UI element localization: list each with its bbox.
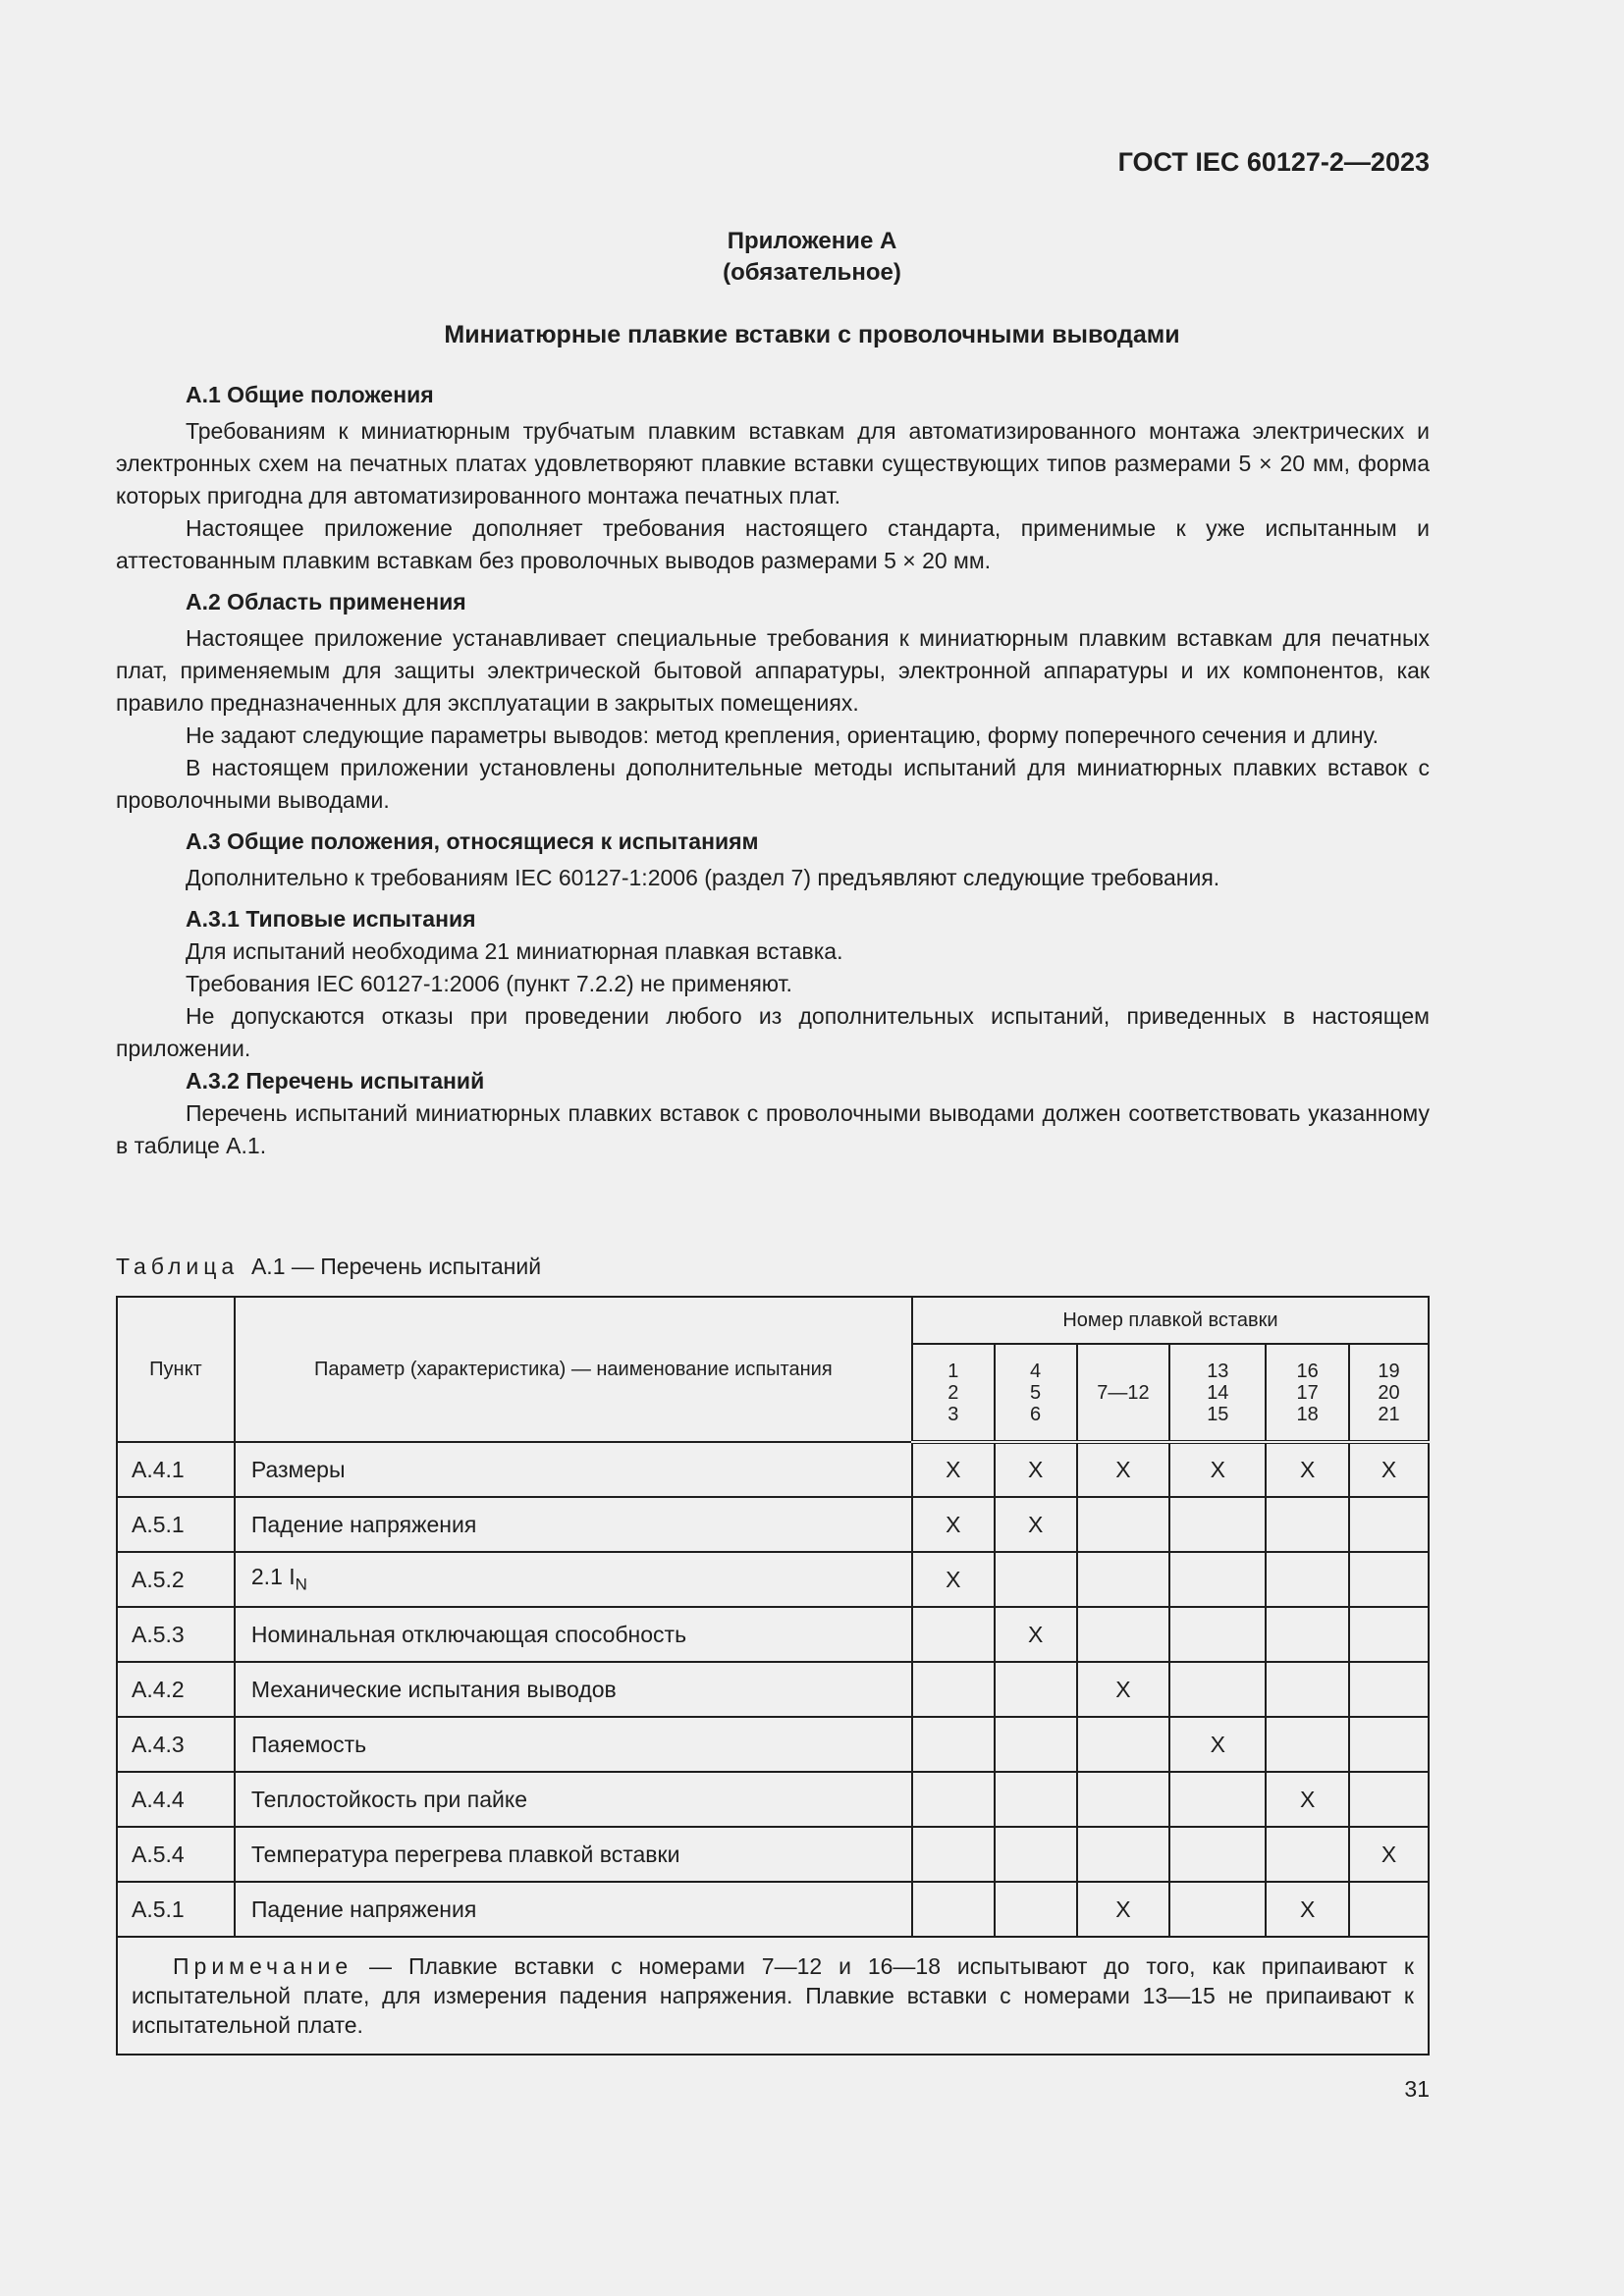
header-fuse-col bbox=[1077, 1344, 1170, 1442]
test-mark-cell bbox=[912, 1607, 995, 1662]
test-mark-cell: X bbox=[912, 1552, 995, 1607]
test-mark-cell bbox=[995, 1827, 1077, 1882]
test-mark-cell bbox=[1349, 1772, 1429, 1827]
table-row bbox=[117, 1827, 1429, 1882]
test-mark-cell: X bbox=[1266, 1772, 1349, 1827]
header-fuse-num: 17 bbox=[1296, 1381, 1319, 1404]
test-mark-cell: X bbox=[1077, 1442, 1170, 1497]
row-item: А.4.4 bbox=[117, 1772, 235, 1827]
test-mark-cell bbox=[1349, 1552, 1429, 1607]
table-row bbox=[117, 1662, 1429, 1717]
table-note bbox=[117, 1937, 1429, 2055]
header-fuse-num: 14 bbox=[1207, 1381, 1229, 1404]
table-row bbox=[117, 1442, 1429, 1497]
row-test-name-text: Падение напряжения bbox=[250, 1511, 477, 1537]
test-mark-cell bbox=[1349, 1882, 1429, 1937]
row-test-name-text: Номинальная отключающая способность bbox=[250, 1621, 687, 1647]
header-fuse-num: 4 bbox=[1030, 1360, 1042, 1382]
tests-table bbox=[116, 1296, 1430, 2056]
row-item: А.5.2 bbox=[117, 1552, 235, 1607]
row-test-name-text: Теплостойкость при пайке bbox=[250, 1786, 527, 1812]
table-caption bbox=[116, 1254, 541, 1280]
document-body bbox=[116, 379, 1430, 1162]
test-mark-cell bbox=[912, 1717, 995, 1772]
row-item: А.5.1 bbox=[117, 1882, 235, 1937]
header-fuse-num: 13 bbox=[1207, 1360, 1229, 1382]
paragraph: Дополнительно к требованиям IEC 60127-1:2006 (раздел 7) предъявляют следующие требования. bbox=[186, 865, 1220, 890]
test-mark-cell bbox=[912, 1772, 995, 1827]
test-mark-cell: X bbox=[995, 1442, 1077, 1497]
row-test-name-subscript: N bbox=[295, 1575, 307, 1594]
test-mark-cell bbox=[1077, 1772, 1170, 1827]
test-mark-cell: X bbox=[1349, 1442, 1429, 1497]
row-test-name bbox=[235, 1552, 912, 1607]
test-mark-cell bbox=[995, 1552, 1077, 1607]
test-mark-cell bbox=[912, 1662, 995, 1717]
table-row bbox=[117, 1717, 1429, 1772]
row-item: А.4.2 bbox=[117, 1662, 235, 1717]
note-label: Примечание bbox=[173, 1953, 353, 1979]
section-heading-a2: А.2 Область применения bbox=[186, 589, 466, 614]
row-test-name bbox=[235, 1497, 912, 1552]
test-mark-cell: X bbox=[1266, 1442, 1349, 1497]
paragraph: Настоящее приложение дополняет требования настоящего стандарта, применимые к уже испытанным и аттестованным плавким вставкам без проволочных выводов размерами 5 × 20 мм. bbox=[116, 515, 1430, 573]
row-test-name-text: Размеры bbox=[250, 1456, 346, 1482]
test-mark-cell bbox=[1266, 1497, 1349, 1552]
paragraph: Требования IEC 60127-1:2006 (пункт 7.2.2) не применяют. bbox=[186, 971, 792, 996]
note-text: — Плавкие вставки с номерами 7—12 и 16—18 испытывают до того, как припаивают к испытательной плате, для измерения падения напряжения. Плавкие вставки с номерами 13—15 не припаивают к испытательной плате. bbox=[132, 1953, 1414, 2038]
test-mark-cell bbox=[1349, 1662, 1429, 1717]
page-number: 31 bbox=[1404, 2076, 1430, 2102]
header-fuse-col bbox=[912, 1344, 995, 1442]
test-mark-cell bbox=[1266, 1607, 1349, 1662]
row-test-name bbox=[235, 1827, 912, 1882]
test-mark-cell bbox=[1077, 1552, 1170, 1607]
test-mark-cell bbox=[1266, 1827, 1349, 1882]
row-test-name-text: 2.1 I bbox=[250, 1564, 296, 1590]
test-mark-cell bbox=[1349, 1717, 1429, 1772]
annex-title-block bbox=[0, 226, 1624, 289]
table-caption-label: Таблица bbox=[116, 1254, 240, 1279]
row-test-name bbox=[235, 1662, 912, 1717]
test-mark-cell bbox=[1266, 1662, 1349, 1717]
section-heading-a31: А.3.1 Типовые испытания bbox=[186, 906, 476, 932]
header-fuse-num: 6 bbox=[1030, 1403, 1042, 1425]
test-mark-cell bbox=[1266, 1552, 1349, 1607]
test-mark-cell bbox=[1077, 1497, 1170, 1552]
header-fuse-num: 18 bbox=[1296, 1403, 1319, 1425]
header-fuse-num: 7—12 bbox=[1097, 1381, 1150, 1404]
paragraph: Не допускаются отказы при проведении любого из дополнительных испытаний, приведенных в настоящем приложении. bbox=[116, 1003, 1430, 1061]
header-fuse-num: 5 bbox=[1030, 1381, 1042, 1404]
tests-table-body bbox=[117, 1442, 1429, 1937]
header-fuse-number: Номер плавкой вставки bbox=[912, 1297, 1429, 1344]
header-param: Параметр (характеристика) — наименование испытания bbox=[235, 1297, 912, 1442]
table-row bbox=[117, 1607, 1429, 1662]
header-fuse-num: 1 bbox=[947, 1360, 959, 1382]
header-fuse-num: 21 bbox=[1378, 1403, 1400, 1425]
row-test-name bbox=[235, 1772, 912, 1827]
row-test-name bbox=[235, 1442, 912, 1497]
header-fuse-num: 15 bbox=[1207, 1403, 1229, 1425]
test-mark-cell: X bbox=[995, 1497, 1077, 1552]
paragraph: Настоящее приложение устанавливает специальные требования к миниатюрным плавким вставкам для печатных плат, применяемым для защиты электрической бытовой аппаратуры, электронной аппаратуры и их компонентов, как правило предназначенных для эксплуатации в закрытых помещениях. bbox=[116, 625, 1430, 716]
section-heading-a32: А.3.2 Перечень испытаний bbox=[186, 1068, 485, 1094]
header-fuse-num: 20 bbox=[1378, 1381, 1400, 1404]
paragraph: Требованиям к миниатюрным трубчатым плавким вставкам для автоматизированного монтажа электрических и электронных схем на печатных платах удовлетворяют плавкие вставки существующих типов размерами 5 × 20 мм, форма которых пригодна для автоматизированного монтажа печатных плат. bbox=[116, 418, 1430, 508]
row-test-name-text: Механические испытания выводов bbox=[250, 1676, 617, 1702]
header-fuse-col bbox=[1266, 1344, 1349, 1442]
test-mark-cell: X bbox=[1169, 1442, 1266, 1497]
section-heading-a3: А.3 Общие положения, относящиеся к испытаниям bbox=[186, 828, 759, 854]
header-fuse-num: 16 bbox=[1296, 1360, 1319, 1382]
row-item: А.4.3 bbox=[117, 1717, 235, 1772]
test-mark-cell bbox=[1077, 1607, 1170, 1662]
paragraph: Для испытаний необходима 21 миниатюрная плавкая вставка. bbox=[186, 938, 843, 964]
test-mark-cell bbox=[1349, 1607, 1429, 1662]
paragraph: В настоящем приложении установлены дополнительные методы испытаний для миниатюрных плавких вставок с проволочными выводами. bbox=[116, 755, 1430, 813]
header-fuse-col bbox=[1349, 1344, 1429, 1442]
test-mark-cell: X bbox=[1349, 1827, 1429, 1882]
row-test-name bbox=[235, 1717, 912, 1772]
header-item: Пункт bbox=[117, 1297, 235, 1442]
annex-title: Приложение А bbox=[727, 228, 897, 254]
row-test-name bbox=[235, 1882, 912, 1937]
header-fuse-col bbox=[1169, 1344, 1266, 1442]
test-mark-cell: X bbox=[912, 1442, 995, 1497]
row-item: А.5.3 bbox=[117, 1607, 235, 1662]
table-row bbox=[117, 1772, 1429, 1827]
paragraph: Перечень испытаний миниатюрных плавких вставок с проволочными выводами должен соответствовать указанному в таблице А.1. bbox=[116, 1100, 1430, 1158]
test-mark-cell bbox=[1169, 1552, 1266, 1607]
header-fuse-col bbox=[995, 1344, 1077, 1442]
header-fuse-num: 3 bbox=[947, 1403, 959, 1425]
header-fuse-num: 2 bbox=[947, 1381, 959, 1404]
test-mark-cell: X bbox=[1266, 1882, 1349, 1937]
test-mark-cell bbox=[1169, 1827, 1266, 1882]
table-row bbox=[117, 1497, 1429, 1552]
section-heading-a1: А.1 Общие положения bbox=[186, 382, 434, 407]
test-mark-cell bbox=[995, 1772, 1077, 1827]
document-code: ГОСТ IEC 60127-2—2023 bbox=[1117, 147, 1430, 177]
test-mark-cell: X bbox=[1077, 1662, 1170, 1717]
annex-status: (обязательное) bbox=[723, 259, 901, 286]
test-mark-cell bbox=[1169, 1662, 1266, 1717]
test-mark-cell bbox=[995, 1717, 1077, 1772]
row-test-name bbox=[235, 1607, 912, 1662]
test-mark-cell bbox=[1169, 1497, 1266, 1552]
row-item: А.4.1 bbox=[117, 1442, 235, 1497]
test-mark-cell bbox=[1349, 1497, 1429, 1552]
test-mark-cell: X bbox=[1169, 1717, 1266, 1772]
test-mark-cell bbox=[995, 1882, 1077, 1937]
row-item: А.5.1 bbox=[117, 1497, 235, 1552]
header-fuse-num: 19 bbox=[1378, 1360, 1400, 1382]
row-test-name-text: Паяемость bbox=[250, 1731, 367, 1757]
test-mark-cell: X bbox=[995, 1607, 1077, 1662]
row-test-name-text: Падение напряжения bbox=[250, 1896, 477, 1922]
table-caption-text: А.1 — Перечень испытаний bbox=[250, 1254, 542, 1279]
paragraph: Не задают следующие параметры выводов: метод крепления, ориентацию, форму поперечного сечения и длину. bbox=[186, 722, 1380, 748]
test-mark-cell: X bbox=[1077, 1882, 1170, 1937]
test-mark-cell bbox=[1077, 1717, 1170, 1772]
test-mark-cell bbox=[1266, 1717, 1349, 1772]
test-mark-cell bbox=[912, 1827, 995, 1882]
test-mark-cell bbox=[1169, 1882, 1266, 1937]
row-item: А.5.4 bbox=[117, 1827, 235, 1882]
table-row bbox=[117, 1552, 1429, 1607]
test-mark-cell bbox=[1169, 1772, 1266, 1827]
test-mark-cell bbox=[1077, 1827, 1170, 1882]
test-mark-cell bbox=[995, 1662, 1077, 1717]
table-row bbox=[117, 1882, 1429, 1937]
test-mark-cell: X bbox=[912, 1497, 995, 1552]
annex-subtitle: Миниатюрные плавкие вставки с проволочными выводами bbox=[444, 321, 1180, 348]
test-mark-cell bbox=[912, 1882, 995, 1937]
test-mark-cell bbox=[1169, 1607, 1266, 1662]
row-test-name-text: Температура перегрева плавкой вставки bbox=[250, 1841, 680, 1867]
